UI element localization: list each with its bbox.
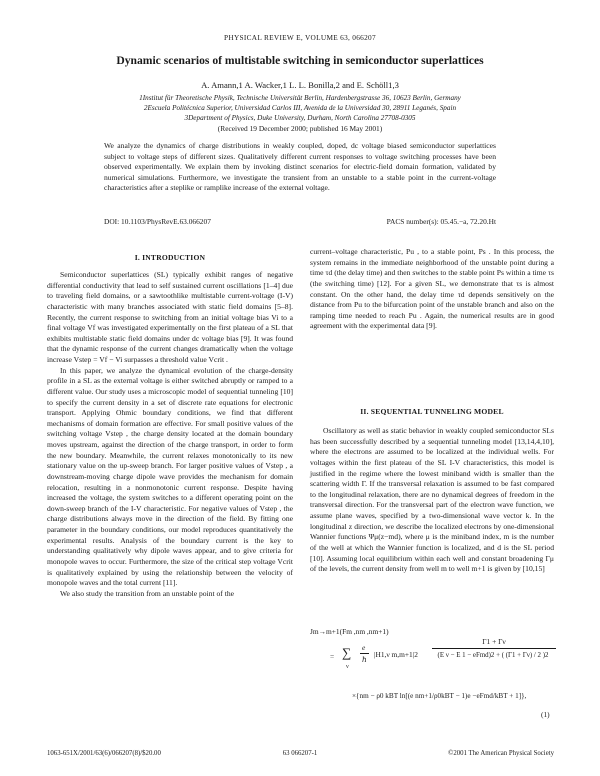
doi: DOI: 10.1103/PhysRevE.63.066207 xyxy=(104,217,211,226)
equation-gamma-numerator: Γ1 + Γν xyxy=(482,637,506,646)
right-column-body xyxy=(310,426,554,575)
equation-gamma-bar xyxy=(432,648,556,649)
author-list: A. Amann,1 A. Wacker,1 L. L. Bonilla,2 and E. Schöll1,3 xyxy=(201,80,399,90)
affiliation-1: 1Institut für Theoretische Physik, Technische Universität Berlin, Hardenbergstrasse 36, 10623 Berlin, Germany xyxy=(139,94,461,102)
equation-gamma-denominator: (E ν − E 1 − eFmd)2 + ( (Γ1 + Γν) / 2 )2 xyxy=(437,652,549,659)
intro-paragraph-3: We also study the transition from an unstable point of the xyxy=(60,588,235,598)
equation-frac-numerator: e xyxy=(362,643,366,652)
intro-paragraph-1: Semiconductor superlattices (SL) typically exhibit ranges of negative differential conductivity that lead to self sustained current oscillations [1–4] due to traveling field domains, or a sawtoothlike multistable current-voltage (I-V) characteristic with many branches associated with static field domains [5–8]. Recently, the current response to switching from an initial voltage bias Vi to a final voltage Vf was investigated experimentally on the first plateau of a SL that exhibits multistable static field domains under dc voltage bias [9]. It was found that the dynamic response of the current changes dramatically when the voltage increase Vstep = Vf − Vi surpasses a threshold value Vcrit . xyxy=(47,270,293,364)
model-paragraph-1: Oscillatory as well as static behavior in weakly coupled semiconductor SLs has been successfully described by a sequential tunneling model [13,14,4,10], where the electrons are assumed to be localized at the individual wells. For voltages within the first plateau of the SL I-V characteristics, this model is justified in the regime where the lowest miniband width is smaller than the scattering width Γ. If the transversal relaxation is assumed to be fast compared to the longitudinal relaxation, there are no dynamical degrees of freedom in the transversal direction. For the transversal part of the electron wave function, we assume plane waves, specified by a two-dimensional wave vector k. In the longitudinal z direction, we describe the localized electrons by one-dimensional Wannier functions Ψμ(z−md), where μ is the miniband index, m is the number of the well at which the Wannier function is localized, and d is the SL period [10]. Assuming local equilibrium within each well and constant broadening Γμ of the levels, the current density from well m to well m+1 is given by [10,15] xyxy=(310,426,554,574)
section-heading-introduction: I. INTRODUCTION xyxy=(134,253,206,262)
paper-title: Dynamic scenarios of multistable switching in semiconductor superlattices xyxy=(116,54,484,67)
abstract: We analyze the dynamics of charge distributions in weakly coupled, doped, dc voltage biased semiconductor superlattices subject to voltage steps of different sizes. Qualitatively different current responses to voltage switching processes have been observed experimentally. We explain them by invoking distinct scenarios for electric-field domain formation, validated by numerical simulations. Furthermore, we investigate the transient from an unstable to a stable point in the current-voltage characteristics after a steplike or ramplike increase of the external voltage. xyxy=(104,141,496,193)
affiliation-2: 2Escuela Politécnica Superior, Universidad Carlos III, Avenida de la Universidad 30, 28911 Leganés, Spain xyxy=(143,104,457,112)
equation-second-line: ×{nm − ρ0 kBT ln[(e nm+1/ρ0kBT − 1)e −eFmd/kBT + 1]}, xyxy=(352,692,527,700)
equation-sum-index: ν xyxy=(346,664,349,670)
footer-page-number: 63 066207-1 xyxy=(282,750,318,757)
affiliation-3: 3Department of Physics, Duke University, Durham, North Carolina 27708-0305 xyxy=(184,114,416,122)
equation-frac-bar xyxy=(360,653,369,654)
intro-paragraph-2: In this paper, we analyze the dynamical evolution of the charge-density profile in a SL as the external voltage is either switched abruptly or ramped to a different value. Our study uses a microscopic model of sequential tunneling [10] to specify the current density in a set of discrete rate equations for electronic transport. Applying Ohmic boundary conditions, we find that different mechanisms of domain formation are effective. For small positive values of the switching voltage Vstep , the charge density located at the domain boundary moves upstream, against the direction of the charge transport, in order to form the new boundary. Meanwhile, the current relaxes monotonically to its new stationary value on the up-sweep branch. For larger positive values of Vstep , a downstream-moving charge dipole wave provides the mechanism for domain relocation, resulting in a nonmonotonic current response. Despite having increased the voltage, the system switches to a different operating point on the down-sweep branch of the I-V characteristic. For negative values of Vstep , the charge distributions always move in the direction of the field. By fitting one parameter in the boundary conditions, our model reproduces quantitatively the experimental results. Analysis of the boundary current is the key to understanding qualitatively why dipole waves appear, and to give criteria for monopole waves to occur. Furthermore, the size of the critical step voltage Vcrit is qualitatively explained by using the relationship between the velocity of monopole waves and the total current [11]. xyxy=(47,365,293,588)
equation-lhs: Jm→m+1(Fm ,nm ,nm+1) xyxy=(310,627,389,636)
right-column-top xyxy=(310,247,554,332)
journal-header: PHYSICAL REVIEW E, VOLUME 63, 066207 xyxy=(224,33,376,42)
equation-frac-denominator: ℏ xyxy=(362,655,367,664)
equation-number: (1) xyxy=(541,710,550,719)
intro-paragraph-4: current–voltage characteristic, Pu , to a stable point, Ps . In this process, the system remains in the immediate neighborhood of the unstable point during a time τd (the delay time) and then switches to the stable point Ps within a time τs (the switching time) [12]. For a given SL, we demonstrate that τs is almost constant. On the other hand, the delay time τd depends sensitively on the distance from Pu to the bifurcation point of the unstable branch and also on the ramping time needed to reach Pu . Again, the numerical results are in good agreement with the experimental data [9]. xyxy=(310,247,554,331)
footer-issn: 1063-651X/2001/63(6)/066207(8)/$20.00 xyxy=(47,750,161,757)
footer-copyright: ©2001 The American Physical Society xyxy=(448,750,554,757)
equation-sum: ∑ xyxy=(342,645,352,660)
pacs-numbers: PACS number(s): 05.45.−a, 72.20.Ht xyxy=(386,217,496,226)
equation-equals: = xyxy=(330,652,335,661)
left-column xyxy=(47,270,293,599)
section-heading-model: II. SEQUENTIAL TUNNELING MODEL xyxy=(360,407,504,416)
equation-matrix-element: |H1,ν m,m+1|2 xyxy=(374,650,418,659)
received-dates: (Received 19 December 2000; published 16 May 2001) xyxy=(217,124,383,133)
